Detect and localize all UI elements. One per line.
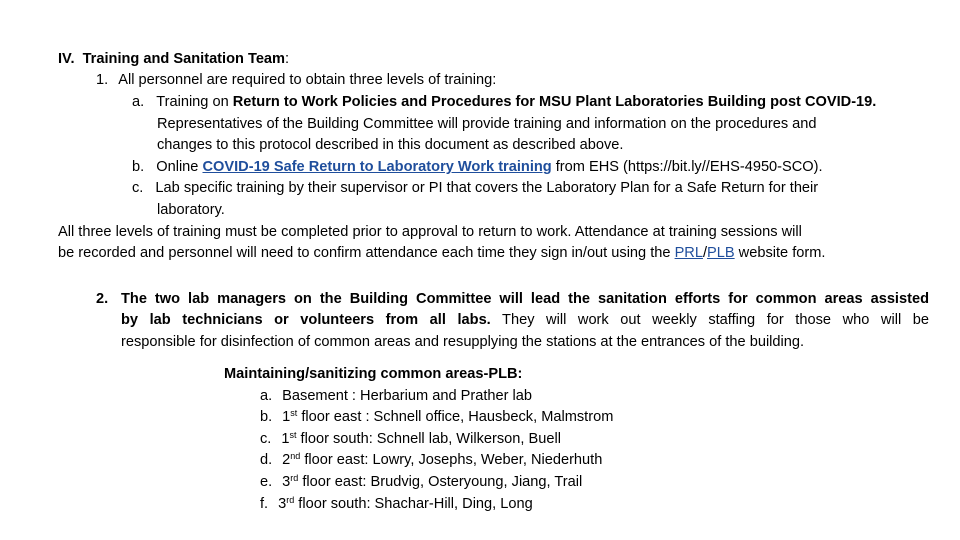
- section-colon: :: [285, 51, 290, 67]
- list-item-text: [282, 452, 602, 468]
- list-item: [260, 450, 602, 471]
- list-number: 1.: [96, 72, 109, 88]
- prl-link[interactable]: PRL: [674, 245, 703, 261]
- list-item: [260, 429, 561, 450]
- item2-line3: responsible for disinfection of common areas and resupplying the stations at the entrances of the building.: [121, 334, 805, 350]
- floor-rest: floor east: Brudvig, Osteryoung, Jiang, Trail: [298, 474, 583, 490]
- ordinal-suffix: rd: [286, 495, 295, 505]
- item2-line2-rest: They will work out weekly staffing for those who will be: [490, 312, 929, 328]
- floor-rest: floor south: Schnell lab, Wilkerson, Buell: [296, 431, 561, 447]
- item-text: All personnel are required to obtain three levels of training:: [118, 72, 497, 88]
- ordinal-suffix: nd: [290, 451, 301, 461]
- list-item: [260, 472, 582, 493]
- sub-item-c-line2: laboratory.: [157, 202, 225, 218]
- section-heading: [58, 49, 289, 70]
- plb-link[interactable]: PLB: [707, 245, 735, 261]
- ordinal-suffix: st: [289, 430, 297, 440]
- sub-item-c: [132, 178, 818, 199]
- floor-rest: floor south: Shachar-Hill, Ding, Long: [294, 496, 533, 512]
- sub-letter: a.: [260, 388, 273, 404]
- sub-letter: a.: [132, 94, 145, 110]
- floor-prefix: 1: [282, 409, 291, 425]
- list-item-1: [96, 70, 496, 91]
- sub-letter: f.: [260, 496, 269, 512]
- list-item-text: [282, 409, 613, 425]
- ordinal-suffix: rd: [290, 473, 299, 483]
- sub-item-c-line1: Lab specific training by their supervisor or PI that covers the Laboratory Plan for a Safe Return for their: [155, 180, 819, 196]
- sub-item-a-line2: Representatives of the Building Committee will provide training and information on the procedures and: [157, 116, 817, 132]
- sub-letter: d.: [260, 452, 273, 468]
- sub-letter: e.: [260, 474, 273, 490]
- item2-line2: [121, 310, 929, 331]
- sub-letter: b.: [260, 409, 273, 425]
- list-item-text: [282, 474, 582, 490]
- sub-item-b: [132, 157, 823, 178]
- sub-item-b-pre: Online: [156, 159, 203, 175]
- floor-prefix: 1: [281, 431, 290, 447]
- sub-letter: c.: [132, 180, 144, 196]
- sub-letter: c.: [260, 431, 272, 447]
- item2-line1: The two lab managers on the Building Committee will lead the sanitation efforts for common areas assisted: [121, 291, 929, 307]
- sub-item-b-post: from EHS (https://bit.ly//EHS-4950-SCO).: [551, 159, 823, 175]
- sub-letter: b.: [132, 159, 145, 175]
- sub-item-a: [132, 92, 876, 113]
- section-title: Training and Sanitation Team: [82, 51, 286, 67]
- paragraph-line1: All three levels of training must be completed prior to approval to return to work. Attendance at training sessions will: [58, 224, 802, 240]
- floor-prefix: Basement : Herbarium and Prather lab: [282, 388, 533, 404]
- paragraph-line2: [58, 243, 825, 264]
- sub-item-a-line3: changes to this protocol described in this document as described above.: [157, 137, 624, 153]
- list-item: [260, 494, 533, 515]
- maintaining-title: Maintaining/sanitizing common areas-PLB:: [224, 366, 523, 382]
- sub-item-a-bold: Return to Work Policies and Procedures for MSU Plant Laboratories Building post COVID-19.: [232, 94, 877, 110]
- list-item-text: [281, 431, 561, 447]
- item2-line2-bold: by lab technicians or volunteers from all labs.: [121, 312, 491, 328]
- floor-prefix: 3: [282, 474, 291, 490]
- section-number: IV.: [58, 51, 75, 67]
- list-item-text: [278, 496, 533, 512]
- slash: /: [702, 245, 708, 261]
- list-number: 2.: [96, 291, 109, 307]
- floor-prefix: 3: [278, 496, 287, 512]
- covid-training-link[interactable]: COVID-19 Safe Return to Laboratory Work training: [202, 159, 552, 175]
- sub-item-a-pre: Training on: [156, 94, 233, 110]
- list-item-2: [96, 289, 108, 310]
- floor-rest: floor east : Schnell office, Hausbeck, Malmstrom: [297, 409, 614, 425]
- list-item-text: [282, 388, 532, 404]
- paragraph-line2-post: website form.: [734, 245, 826, 261]
- list-item: [260, 407, 613, 428]
- floor-prefix: 2: [282, 452, 291, 468]
- ordinal-suffix: st: [290, 408, 298, 418]
- paragraph-line2-pre: be recorded and personnel will need to confirm attendance each time they sign in/out using the: [58, 245, 675, 261]
- list-item: [260, 386, 532, 407]
- floor-rest: floor east: Lowry, Josephs, Weber, Niederhuth: [300, 452, 603, 468]
